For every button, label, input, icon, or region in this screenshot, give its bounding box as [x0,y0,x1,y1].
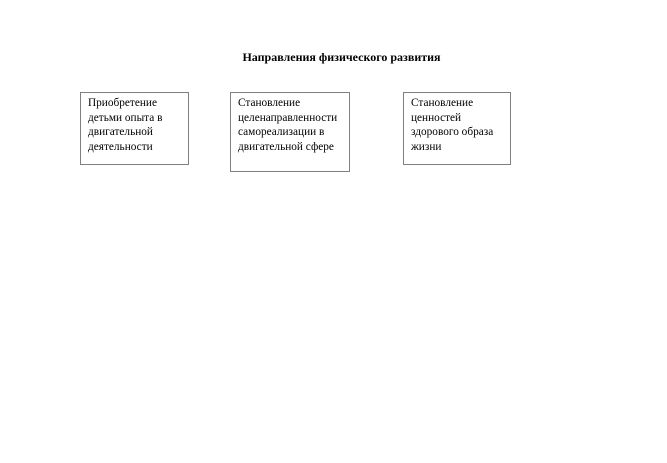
box-text-line: двигательной сфере [238,140,334,153]
direction-box-healthy-lifestyle [403,92,511,165]
box-text-line: самореализации в [238,126,325,138]
direction-box-motor-experience [80,92,189,165]
box-text-line: ценностей [411,111,462,124]
box-text-line: жизни [411,140,442,153]
box-text-line: целенаправленности [238,111,338,124]
box-text-line: двигательной [88,126,153,138]
direction-box-self-realization [230,92,350,172]
box-text-line: детьми опыта в [88,111,163,124]
box-text-line: Приобретение [88,97,157,109]
diagram-title: Направления физического развития [242,50,441,64]
box-text-line: здорового образа [411,126,494,138]
box-text-line: деятельности [88,140,153,153]
box-text-line: Становление [238,97,301,109]
box-text-line: Становление [411,97,474,109]
